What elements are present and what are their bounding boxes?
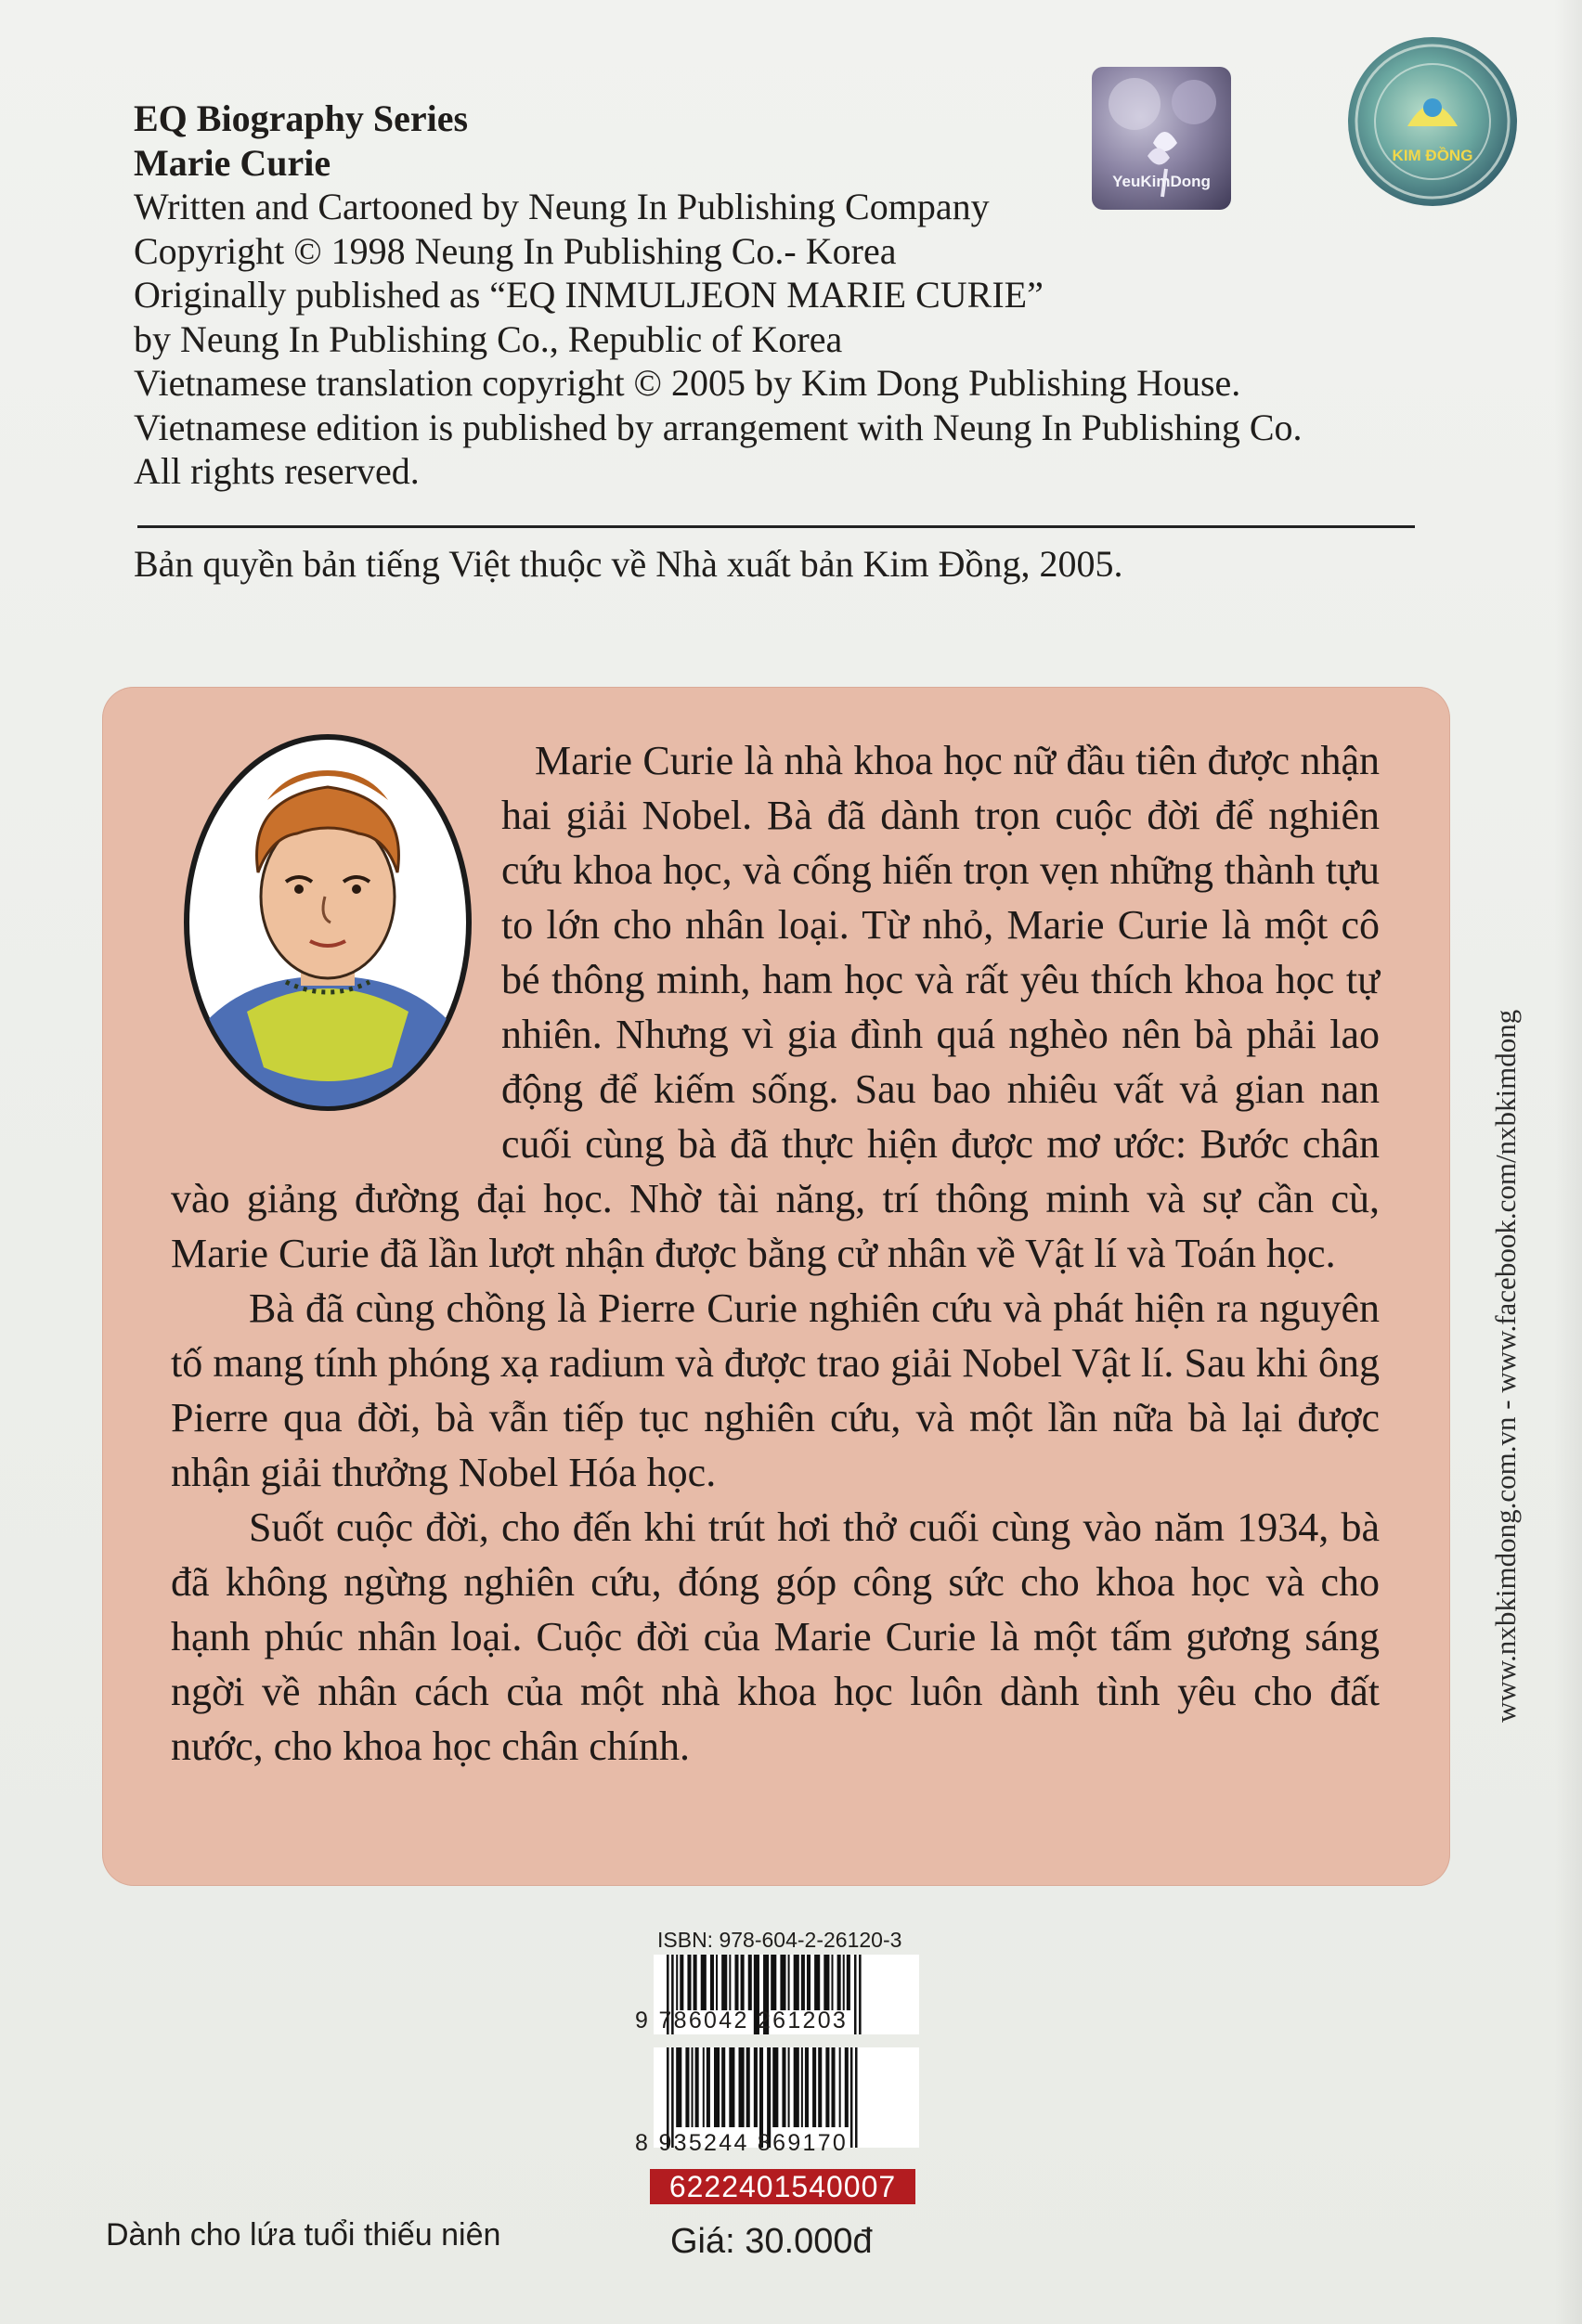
barcode-bar (801, 1955, 805, 2010)
barcode-bar (794, 2047, 799, 2127)
barcode-bar (748, 1955, 752, 2010)
isbn-label: ISBN: 978-604-2-26120-3 (657, 1928, 902, 1952)
barcode-bar (845, 2047, 849, 2127)
barcode-bar (831, 1955, 833, 2010)
seal-emblem-icon (1348, 37, 1517, 206)
barcode-bar (801, 2047, 803, 2127)
barcode-bar (701, 1955, 707, 2010)
barcode-bar (714, 2047, 720, 2127)
barcode-bar (676, 1955, 678, 2010)
barcode-bar (739, 2047, 745, 2127)
barcode-bar (676, 2047, 681, 2127)
barcode-bar (850, 2047, 853, 2148)
barcode-bar (814, 1955, 820, 2010)
barcode-bar (772, 2047, 778, 2127)
barcode-bar (680, 1955, 683, 2010)
barcode-bar (710, 1955, 714, 2010)
barcode-bar (685, 2047, 689, 2127)
barcode-bar (729, 1955, 731, 2010)
credit-line: Vietnamese translation copyright © 2005 by Kim Dong Publishing House. (134, 362, 1241, 404)
barcode-bar (839, 2047, 841, 2127)
barcode-bar (807, 1955, 810, 2010)
barcode-bar (746, 2047, 750, 2127)
barcode-bar (694, 1955, 697, 2010)
credit-line: All rights reserved. (134, 450, 420, 492)
barcode-bar (692, 2047, 694, 2127)
barcode-bar (812, 2047, 816, 2127)
barcode-bar (707, 2047, 710, 2127)
page-edge-shadow (1554, 0, 1582, 2324)
credit-line: Written and Cartooned by Neung In Publishing Company (134, 186, 990, 227)
barcode-bar (780, 1955, 785, 2010)
barcode-bar (843, 1955, 845, 2010)
seal-brand: KIM ĐỒNG (1392, 147, 1473, 164)
hologram-sticker (1092, 67, 1231, 210)
vietnamese-copyright: Bản quyền bản tiếng Việt thuộc về Nhà xuất bản Kim Đồng, 2005. (134, 543, 1123, 585)
hologram-label: YeuKimDong (1112, 173, 1211, 190)
barcode-bar (837, 1955, 841, 2010)
audience-note: Dành cho lứa tuổi thiếu niên (106, 2217, 501, 2253)
internal-code-label: 6222401540007 (650, 2169, 915, 2204)
isbn-barcode-number: 9 786042 261203 (635, 2008, 849, 2034)
barcode-bar (687, 1955, 691, 2010)
barcode-bar (771, 1955, 776, 2010)
credit-line: Copyright © 1998 Neung In Publishing Co.- Korea (134, 229, 897, 272)
kim-dong-seal (1348, 37, 1517, 206)
barcode-bar (854, 1955, 857, 2034)
barcode-bar (788, 2047, 790, 2127)
barcode-bar (818, 2047, 822, 2127)
barcode-bar (703, 2047, 705, 2127)
barcode-bar (805, 2047, 809, 2127)
barcode-bar (855, 2047, 858, 2148)
barcode-bar (695, 2047, 699, 2127)
barcode-bar (847, 1955, 850, 2010)
barcode-bar (721, 2047, 725, 2127)
credit-line: Originally published as “EQ INMULJEON MARIE CURIE” (134, 274, 1044, 316)
barcode-bar (823, 1955, 829, 2010)
credit-line: Vietnamese edition is published by arrangement with Neung In Publishing Co. (134, 406, 1303, 448)
barcode-bar (721, 1955, 727, 2010)
portrait-spacer (171, 733, 501, 1142)
barcode-bar (741, 1955, 745, 2010)
credits-block (134, 97, 1471, 494)
credit-line: by Neung In Publishing Co., Republic of Korea (134, 317, 843, 360)
synopsis-paragraph-text: Marie Curie là nhà khoa học nữ đầu tiên được nhận hai giải Nobel. Bà đã dành trọn cuộc đời để nghiên cứu khoa học, và cống hiến trọn vẹn những thành tựu to lớn cho nhân loại. Từ nhỏ, Marie Curie là một cô bé thông minh, ham học và rất yêu thích khoa học tự nhiên. Nhưng vì gia đình quá nghèo nên bà phải lao động để kiếm sống. Sau bao nhiêu vất vả gian nan cuối cùng bà đã thực hiện được mơ ước: Bước chân vào giảng đường đại học. Nhờ tài năng, trí thông minh và sự cần cù, Marie Curie đã lần lượt nhận được bằng cử nhân về Vật lí và Toán học. (171, 738, 1380, 1276)
barcode-bar (734, 1955, 738, 2010)
synopsis-paragraph: Suốt cuộc đời, cho đến khi trút hơi thở cuối cùng vào năm 1934, bà đã không ngừng nghiên cứu, đóng góp công sức cho khoa học và cho hạnh phúc nhân loại. Cuộc đời của Marie Curie là một tấm gương sáng ngời về nhân cách của một nhà khoa học luôn dành tình yêu cho đất nước, cho khoa học chân chính. (171, 1504, 1380, 1769)
barcode-bar (831, 2047, 835, 2127)
synopsis-paragraph: Bà đã cùng chồng là Pierre Curie nghiên cứu và phát hiện ra nguyên tố mang tính phóng xạ radium và được trao giải Nobel Vật lí. Sau khi ông Pierre qua đời, bà vẫn tiếp tục nghiên cứu, và một lần nữa bà lại được nhận giải thưởng Nobel Hóa học. (171, 1285, 1380, 1495)
barcode-bar (782, 2047, 785, 2127)
barcode-bar (859, 1955, 862, 2034)
barcode-bar (729, 2047, 734, 2127)
website-links: www.nxbkimdong.com.vn - www.facebook.com/nxbkimdong (1489, 1009, 1522, 1723)
barcode-bar (716, 1955, 718, 2010)
book-title: Marie Curie (134, 141, 331, 184)
barcode-bar (794, 1955, 799, 2010)
price-label: Giá: 30.000đ (670, 2222, 873, 2261)
barcode-bar (788, 1955, 790, 2010)
barcode-bar (825, 2047, 829, 2127)
product-barcode-number: 8 935244 869170 (635, 2130, 849, 2156)
synopsis-text (171, 733, 1380, 1774)
series-title: EQ Biography Series (134, 97, 469, 139)
barcode-bar (754, 2047, 758, 2127)
divider-rule (137, 525, 1415, 528)
